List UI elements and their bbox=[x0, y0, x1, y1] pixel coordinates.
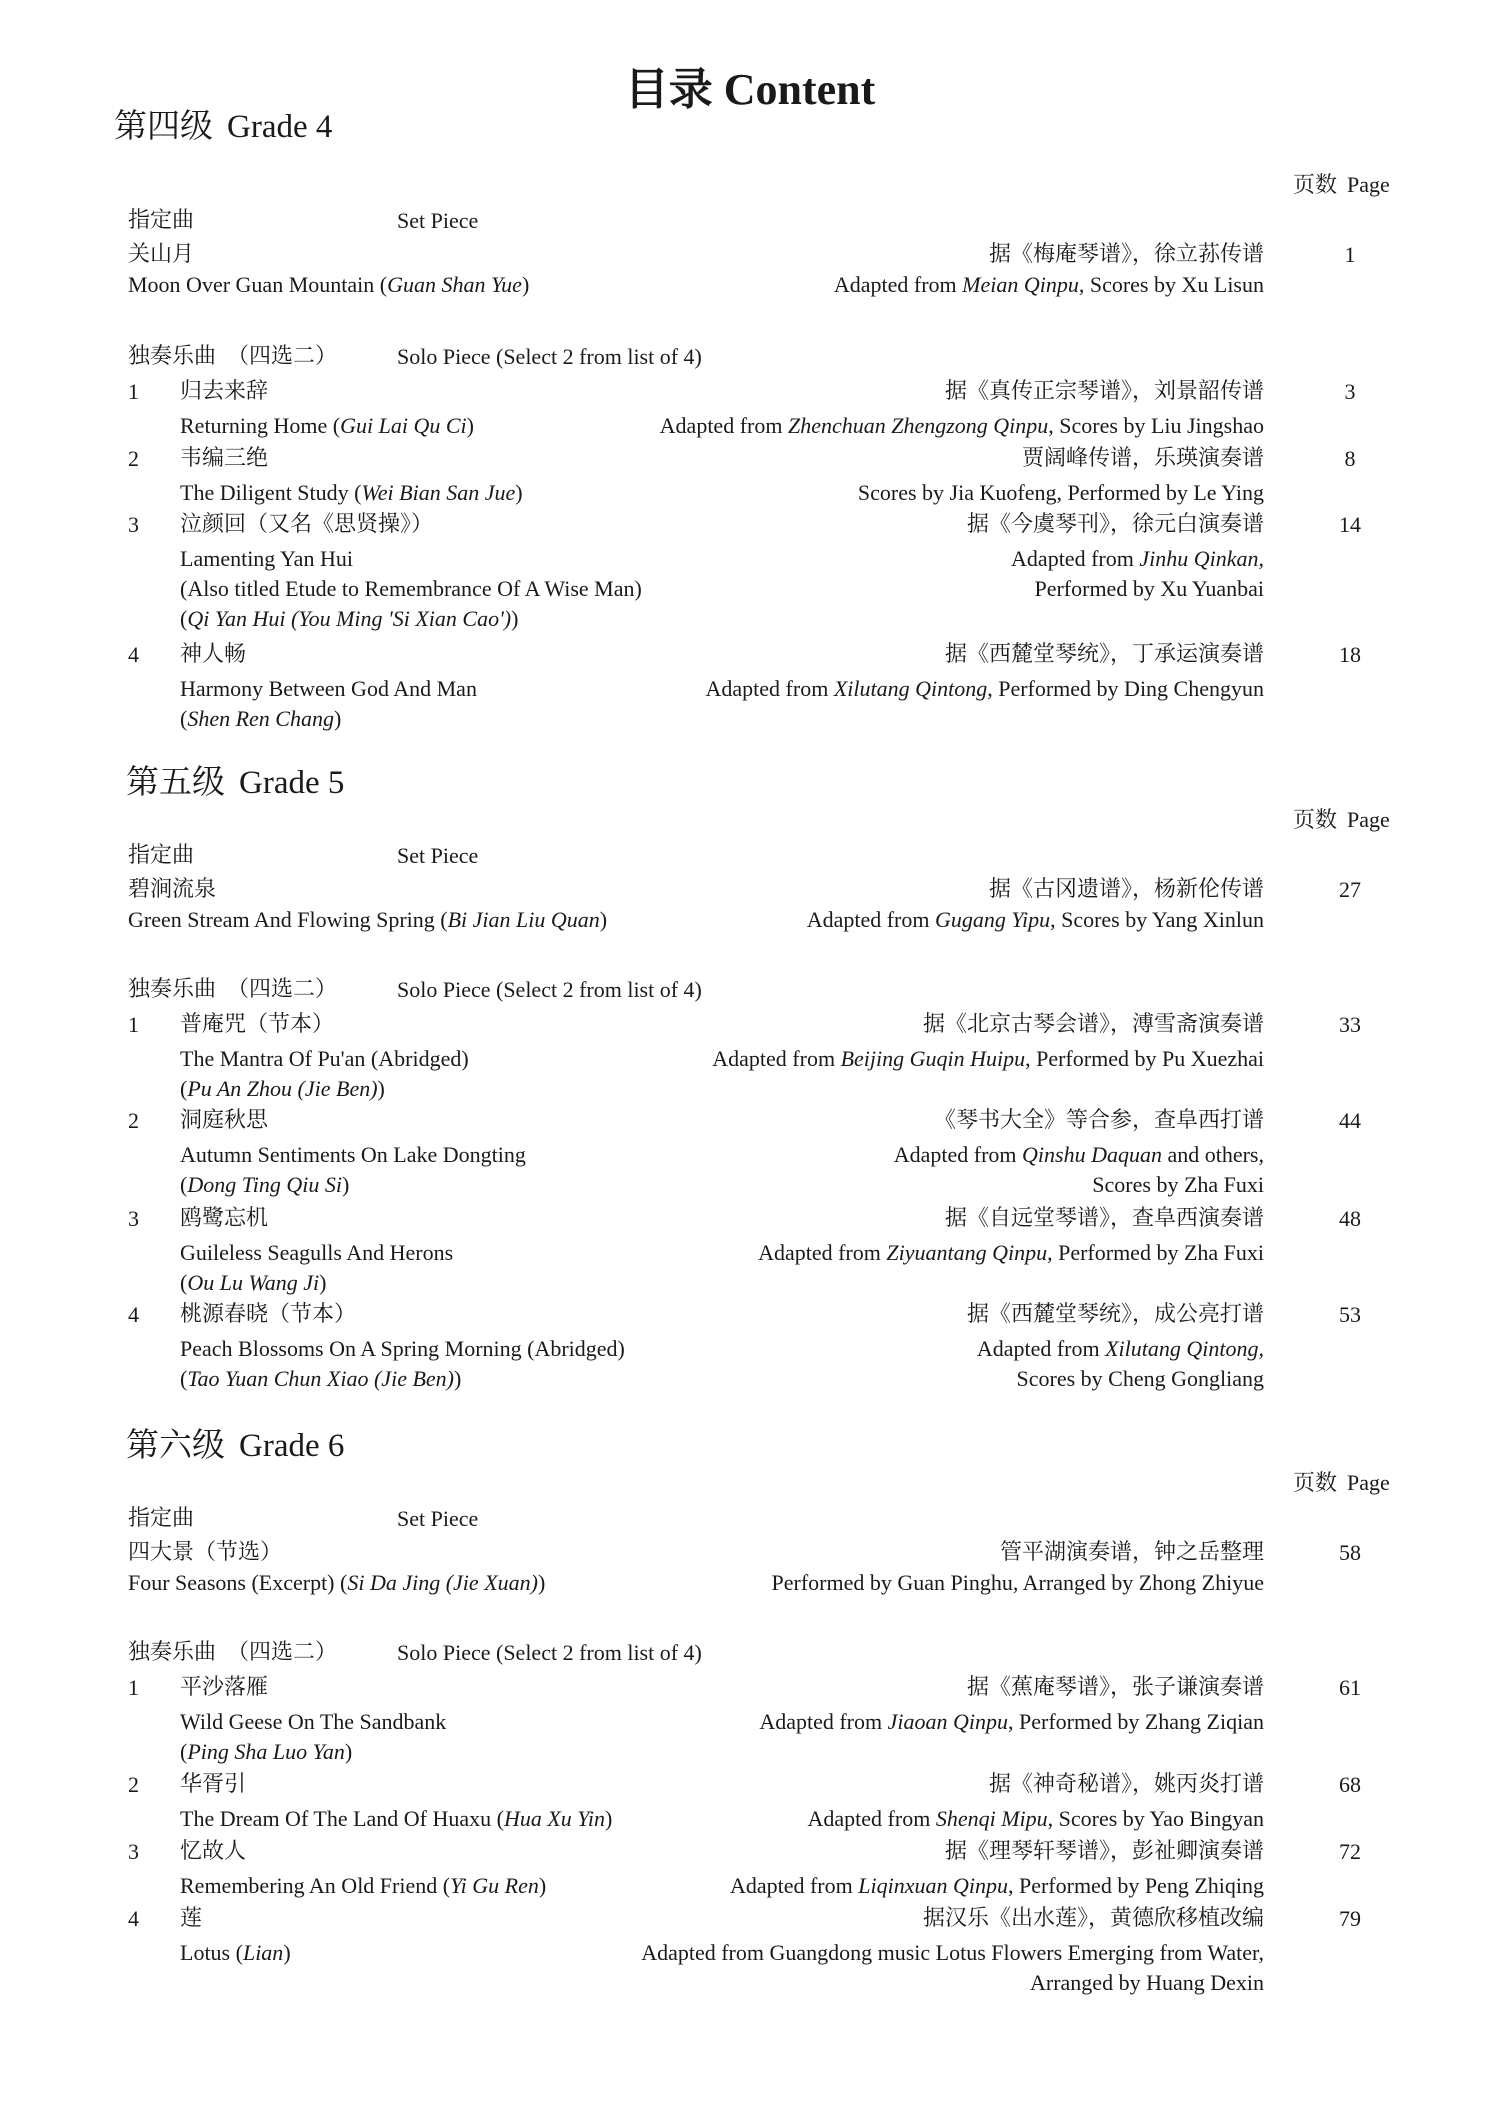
solo-source-text-end: , Performed by Zha Fuxi bbox=[1047, 1240, 1264, 1265]
set-piece-title-zh: 关山月 bbox=[128, 242, 195, 267]
solo-source-text: Adapted from bbox=[659, 413, 788, 438]
solo-source-text: Adapted from bbox=[759, 1709, 888, 1734]
set-piece-label-en: Set Piece bbox=[397, 843, 479, 868]
solo-source-zh: 据《西麓堂琴统》，丁承运演奏谱 bbox=[944, 642, 1264, 667]
solo-source-en bbox=[894, 1140, 1264, 1170]
solo-pinyin-text: ( bbox=[180, 1270, 188, 1295]
solo-source-text: Adapted from bbox=[729, 1873, 859, 1898]
solo-number: 4 bbox=[128, 1302, 139, 1327]
solo-source-text: Adapted from bbox=[705, 676, 834, 701]
solo-title-zh: 普庵咒（节本） bbox=[180, 1012, 335, 1037]
solo-source-text: Adapted from bbox=[807, 1806, 936, 1831]
solo-source-text-end: , Performed by Pu Xuezhai bbox=[1025, 1046, 1264, 1071]
solo-title-text-end: ) bbox=[466, 413, 474, 438]
page-column-header bbox=[1293, 805, 1390, 836]
page-label-en: Page bbox=[1347, 172, 1390, 197]
solo-label-zh: 独奏乐曲 （四选二） bbox=[128, 977, 338, 1002]
grade-heading bbox=[114, 104, 332, 149]
solo-title-zh: 神人畅 bbox=[180, 642, 247, 667]
page-column-header bbox=[1293, 170, 1390, 201]
solo-number: 2 bbox=[128, 1772, 139, 1797]
solo-source-en-2: Arranged by Huang Dexin bbox=[1030, 1970, 1264, 1995]
solo-title-en bbox=[180, 411, 474, 441]
grade-heading-zh: 第六级 bbox=[126, 1425, 225, 1464]
solo-source-en bbox=[712, 1044, 1264, 1074]
solo-pinyin-italic: Pu An Zhou (Jie Ben) bbox=[187, 1076, 378, 1101]
solo-source-zh: 据《理琴轩琴谱》，彭祉卿演奏谱 bbox=[944, 1839, 1264, 1864]
solo-title-en bbox=[180, 544, 353, 574]
set-title-italic: Bi Jian Liu Quan bbox=[447, 907, 600, 932]
solo-source-text: Scores by Jia Kuofeng, Performed by Le Ying bbox=[857, 480, 1264, 505]
solo-source-zh: 《琴书大全》等合参，查阜西打谱 bbox=[933, 1108, 1264, 1133]
solo-title-en bbox=[180, 1140, 526, 1170]
page-label-zh: 页数 bbox=[1293, 1471, 1338, 1496]
solo-pinyin-text: ( bbox=[180, 1739, 188, 1764]
solo-source-text: Adapted from bbox=[712, 1046, 841, 1071]
solo-source-en bbox=[641, 1938, 1264, 1968]
solo-pinyin-italic: Ping Sha Luo Yan bbox=[187, 1739, 345, 1764]
solo-source-en-2: Scores by Zha Fuxi bbox=[1092, 1172, 1264, 1197]
set-title-italic: Si Da Jing (Jie Xuan) bbox=[347, 1570, 538, 1595]
set-title-text-end: ) bbox=[599, 907, 608, 932]
solo-title-text: The Dream Of The Land Of Huaxu ( bbox=[180, 1806, 504, 1831]
solo-source-text: Adapted from bbox=[976, 1336, 1106, 1361]
set-title-text-end: ) bbox=[521, 272, 530, 297]
solo-source-en bbox=[706, 674, 1264, 704]
solo-source-italic: Shenqi Mipu bbox=[935, 1806, 1048, 1831]
solo-source-en bbox=[758, 1238, 1264, 1268]
solo-title-zh: 莲 bbox=[180, 1906, 203, 1931]
page-number: 72 bbox=[1339, 1839, 1361, 1864]
solo-title-zh: 韦编三绝 bbox=[180, 446, 269, 471]
solo-number: 3 bbox=[128, 1839, 139, 1864]
solo-title-text-end: ) bbox=[538, 1873, 547, 1898]
solo-source-italic: Zhenchuan Zhengzong Qinpu bbox=[787, 413, 1049, 438]
page-number: 79 bbox=[1339, 1906, 1361, 1931]
solo-source-italic: Xilutang Qintong bbox=[1105, 1336, 1259, 1361]
set-title-text: Moon Over Guan Mountain ( bbox=[128, 272, 388, 297]
solo-label-en: Solo Piece (Select 2 from list of 4) bbox=[397, 1640, 702, 1665]
solo-source-zh: 据《西麓堂琴统》，成公亮打谱 bbox=[966, 1302, 1264, 1327]
solo-title-zh: 华胥引 bbox=[180, 1772, 247, 1797]
solo-pinyin-text: ( bbox=[180, 706, 188, 731]
set-piece-source-zh: 据《梅庵琴谱》，徐立荪传谱 bbox=[988, 242, 1264, 267]
solo-source-en bbox=[660, 411, 1264, 441]
solo-title-en bbox=[180, 1238, 453, 1268]
solo-source-en-2: Performed by Xu Yuanbai bbox=[1034, 576, 1264, 601]
solo-source-en bbox=[977, 1334, 1264, 1364]
set-piece-title-zh: 四大景（节选） bbox=[128, 1540, 283, 1565]
page-number: 68 bbox=[1339, 1772, 1361, 1797]
set-piece-label-en: Set Piece bbox=[397, 208, 479, 233]
page-number: 14 bbox=[1339, 512, 1361, 537]
solo-pinyin-text-end: ) bbox=[341, 1172, 350, 1197]
page-number: 27 bbox=[1339, 877, 1361, 902]
page-number: 58 bbox=[1339, 1540, 1361, 1565]
page-number: 18 bbox=[1339, 642, 1361, 667]
page-label-zh: 页数 bbox=[1293, 173, 1338, 198]
solo-source-zh: 据《北京古琴会谱》，溥雪斋演奏谱 bbox=[922, 1012, 1264, 1037]
solo-title-italic: Lian bbox=[242, 1940, 284, 1965]
solo-title-text-end: ) bbox=[283, 1940, 291, 1965]
solo-title-text: Guileless Seagulls And Herons bbox=[180, 1240, 454, 1265]
set-piece-source-en bbox=[772, 1568, 1264, 1598]
solo-pinyin-italic: Qi Yan Hui (You Ming 'Si Xian Cao') bbox=[187, 606, 512, 631]
page-number: 61 bbox=[1339, 1675, 1361, 1700]
set-piece-title-en bbox=[128, 1568, 545, 1598]
solo-title-pinyin bbox=[180, 604, 518, 634]
solo-number: 1 bbox=[128, 1012, 139, 1037]
solo-pinyin-text-end: ) bbox=[453, 1366, 462, 1391]
title-en: Content bbox=[723, 65, 876, 114]
solo-title-text: Lamenting Yan Hui bbox=[180, 546, 353, 571]
solo-title-pinyin bbox=[180, 1268, 326, 1298]
solo-title-pinyin bbox=[180, 1074, 385, 1104]
solo-number: 1 bbox=[128, 1675, 139, 1700]
solo-pinyin-text-end: ) bbox=[377, 1076, 385, 1101]
solo-source-text-end: , Performed by Zhang Ziqian bbox=[1008, 1709, 1264, 1734]
solo-source-italic: Jiaoan Qinpu bbox=[887, 1709, 1008, 1734]
set-piece-title-zh: 碧涧流泉 bbox=[128, 877, 217, 902]
set-piece-label-en: Set Piece bbox=[397, 1506, 479, 1531]
solo-title-en bbox=[180, 1334, 625, 1364]
solo-number: 2 bbox=[128, 446, 139, 471]
solo-source-italic: Xilutang Qintong bbox=[833, 676, 988, 701]
page-number: 44 bbox=[1339, 1108, 1361, 1133]
solo-title-text: The Diligent Study ( bbox=[180, 480, 362, 505]
grade-heading-zh: 第四级 bbox=[114, 106, 213, 145]
grade-heading-en: Grade 5 bbox=[239, 765, 345, 801]
solo-pinyin-italic: Dong Ting Qiu Si bbox=[187, 1172, 342, 1197]
solo-label-en: Solo Piece (Select 2 from list of 4) bbox=[397, 344, 702, 369]
solo-source-text: Adapted from bbox=[1011, 546, 1140, 571]
solo-pinyin-text-end: ) bbox=[319, 1270, 327, 1295]
solo-source-italic: Liqinxuan Qinpu bbox=[858, 1873, 1008, 1898]
solo-source-zh: 据《蕉庵琴谱》，张子谦演奏谱 bbox=[966, 1675, 1264, 1700]
solo-number: 4 bbox=[128, 642, 139, 667]
set-title-text: Green Stream And Flowing Spring ( bbox=[128, 907, 448, 932]
set-piece-source-zh: 管平湖演奏谱，钟之岳整理 bbox=[999, 1540, 1264, 1565]
solo-source-zh: 据《今虞琴刊》，徐元白演奏谱 bbox=[966, 512, 1264, 537]
grade-heading-zh: 第五级 bbox=[126, 762, 225, 801]
solo-source-en bbox=[730, 1871, 1264, 1901]
solo-pinyin-text: ( bbox=[180, 606, 188, 631]
page-label-zh: 页数 bbox=[1293, 808, 1338, 833]
solo-source-text: Adapted from Guangdong music Lotus Flowers Emerging from Water, bbox=[641, 1940, 1264, 1965]
solo-title-en bbox=[180, 1707, 446, 1737]
solo-title-text: The Mantra Of Pu'an (Abridged) bbox=[180, 1046, 469, 1071]
solo-title-text: Lotus ( bbox=[180, 1940, 243, 1965]
solo-source-en bbox=[759, 1707, 1264, 1737]
set-piece-source-en bbox=[807, 905, 1264, 935]
solo-title-zh: 鸥鹭忘机 bbox=[180, 1206, 269, 1231]
solo-source-text: Adapted from bbox=[758, 1240, 887, 1265]
solo-title-italic: Yi Gu Ren bbox=[450, 1873, 539, 1898]
set-source-italic: Gugang Yipu bbox=[934, 907, 1051, 932]
page-number: 53 bbox=[1339, 1302, 1361, 1327]
grade-heading bbox=[126, 1423, 344, 1468]
solo-pinyin-text: ( bbox=[180, 1172, 188, 1197]
solo-title-zh: 泣颜回（又名《思贤操》） bbox=[180, 512, 434, 537]
solo-title-text: Autumn Sentiments On Lake Dongting bbox=[180, 1142, 526, 1167]
solo-label-en: Solo Piece (Select 2 from list of 4) bbox=[397, 977, 702, 1002]
solo-number: 1 bbox=[128, 379, 139, 404]
solo-title-en bbox=[180, 674, 477, 704]
solo-title-zh: 洞庭秋思 bbox=[180, 1108, 269, 1133]
solo-title-text-end: ) bbox=[515, 480, 523, 505]
solo-label-zh: 独奏乐曲 （四选二） bbox=[128, 1640, 338, 1665]
solo-source-text-end: , bbox=[1258, 546, 1264, 571]
solo-title-pinyin bbox=[180, 1364, 461, 1394]
solo-title-italic: Wei Bian San Jue bbox=[361, 480, 516, 505]
solo-source-en bbox=[858, 478, 1264, 508]
solo-title-en bbox=[180, 1804, 612, 1834]
solo-pinyin-italic: Shen Ren Chang bbox=[187, 706, 334, 731]
set-title-text: Four Seasons (Excerpt) ( bbox=[128, 1570, 348, 1595]
page-number: 8 bbox=[1344, 446, 1356, 471]
set-source-text: Adapted from bbox=[833, 272, 963, 297]
solo-source-text-end: and others, bbox=[1161, 1142, 1264, 1167]
set-source-text-end: , Scores by Xu Lisun bbox=[1078, 272, 1264, 297]
solo-title-en bbox=[180, 478, 523, 508]
set-source-text-end: , Scores by Yang Xinlun bbox=[1050, 907, 1264, 932]
set-title-italic: Guan Shan Yue bbox=[387, 272, 522, 297]
grade-heading-en: Grade 4 bbox=[227, 109, 333, 145]
solo-title-pinyin bbox=[180, 1170, 349, 1200]
solo-pinyin-text: ( bbox=[180, 1366, 188, 1391]
solo-title-italic: Gui Lai Qu Ci bbox=[340, 413, 467, 438]
solo-source-text: Adapted from bbox=[893, 1142, 1023, 1167]
solo-title-pinyin bbox=[180, 1737, 352, 1767]
solo-title-en bbox=[180, 1044, 469, 1074]
set-piece-label-zh: 指定曲 bbox=[128, 843, 195, 868]
solo-source-italic: Jinhu Qinkan bbox=[1139, 546, 1259, 571]
solo-pinyin-text-end: ) bbox=[344, 1739, 353, 1764]
grade-heading bbox=[126, 760, 344, 805]
solo-source-en-2: Scores by Cheng Gongliang bbox=[1016, 1366, 1264, 1391]
solo-pinyin-italic: Ou Lu Wang Ji bbox=[187, 1270, 320, 1295]
solo-pinyin-text-end: ) bbox=[511, 606, 519, 631]
set-piece-label-zh: 指定曲 bbox=[128, 208, 195, 233]
solo-source-text-end: , Scores by Yao Bingyan bbox=[1047, 1806, 1264, 1831]
solo-source-zh: 据汉乐《出水莲》，黄德欣移植改编 bbox=[922, 1906, 1264, 1931]
solo-title-zh: 归去来辞 bbox=[180, 379, 269, 404]
solo-source-text-end: , Scores by Liu Jingshao bbox=[1048, 413, 1264, 438]
page-number: 48 bbox=[1339, 1206, 1361, 1231]
set-source-italic: Meian Qinpu bbox=[962, 272, 1079, 297]
set-piece-source-zh: 据《古冈遗谱》，杨新伦传谱 bbox=[988, 877, 1264, 902]
solo-title-text: Remembering An Old Friend ( bbox=[180, 1873, 451, 1898]
solo-source-text-end: , bbox=[1258, 1336, 1264, 1361]
set-title-text-end: ) bbox=[537, 1570, 546, 1595]
solo-title-en bbox=[180, 1871, 546, 1901]
page-number: 1 bbox=[1344, 242, 1356, 267]
solo-source-italic: Beijing Guqin Huipu bbox=[840, 1046, 1026, 1071]
solo-title-text: Harmony Between God And Man bbox=[180, 676, 477, 701]
solo-number: 3 bbox=[128, 1206, 139, 1231]
solo-number: 2 bbox=[128, 1108, 139, 1133]
set-piece-label-zh: 指定曲 bbox=[128, 1506, 195, 1531]
solo-title-zh: 平沙落雁 bbox=[180, 1675, 269, 1700]
solo-title-text: Peach Blossoms On A Spring Morning (Abridged) bbox=[180, 1336, 625, 1361]
page-column-header bbox=[1293, 1468, 1390, 1499]
solo-title-zh: 忆故人 bbox=[180, 1839, 247, 1864]
solo-pinyin-text-end: ) bbox=[333, 706, 342, 731]
set-source-text: Performed by Guan Pinghu, Arranged by Zhong Zhiyue bbox=[771, 1570, 1264, 1595]
solo-title-text-end: ) bbox=[605, 1806, 613, 1831]
solo-number: 4 bbox=[128, 1906, 139, 1931]
page-label-en: Page bbox=[1347, 807, 1390, 832]
set-piece-title-en bbox=[128, 270, 529, 300]
set-piece-title-en bbox=[128, 905, 607, 935]
page-number: 33 bbox=[1339, 1012, 1361, 1037]
solo-pinyin-italic: Tao Yuan Chun Xiao (Jie Ben) bbox=[187, 1366, 454, 1391]
solo-title-pinyin bbox=[180, 704, 341, 734]
solo-label-zh: 独奏乐曲 （四选二） bbox=[128, 344, 338, 369]
solo-title-text: Wild Geese On The Sandbank bbox=[180, 1709, 447, 1734]
page-number: 3 bbox=[1344, 379, 1356, 404]
solo-source-zh: 据《神奇秘谱》，姚丙炎打谱 bbox=[988, 1772, 1264, 1797]
solo-title-text: Returning Home ( bbox=[180, 413, 341, 438]
title-zh: 目录 bbox=[624, 64, 713, 115]
grade-heading-en: Grade 6 bbox=[239, 1428, 345, 1464]
solo-number: 3 bbox=[128, 512, 139, 537]
solo-source-text-end: , Performed by Ding Chengyun bbox=[987, 676, 1264, 701]
solo-title-italic: Hua Xu Yin bbox=[503, 1806, 606, 1831]
solo-source-en bbox=[1011, 544, 1264, 574]
solo-title-zh: 桃源春晓（节本） bbox=[180, 1302, 357, 1327]
solo-source-italic: Qinshu Daquan bbox=[1022, 1142, 1162, 1167]
page-label-en: Page bbox=[1347, 1470, 1390, 1495]
solo-source-zh: 贾阔峰传谱，乐瑛演奏谱 bbox=[1021, 446, 1264, 471]
solo-pinyin-text: ( bbox=[180, 1076, 188, 1101]
solo-source-zh: 据《真传正宗琴谱》，刘景韶传谱 bbox=[944, 379, 1264, 404]
solo-source-text-end: , Performed by Peng Zhiqing bbox=[1007, 1873, 1264, 1898]
solo-source-italic: Ziyuantang Qinpu bbox=[886, 1240, 1048, 1265]
solo-title-en bbox=[180, 1938, 291, 1968]
solo-source-en bbox=[808, 1804, 1264, 1834]
solo-source-zh: 据《自远堂琴谱》，查阜西演奏谱 bbox=[944, 1206, 1264, 1231]
solo-title-en-alt: (Also titled Etude to Remembrance Of A Wise Man) bbox=[180, 576, 642, 601]
set-piece-source-en bbox=[834, 270, 1264, 300]
set-source-text: Adapted from bbox=[806, 907, 935, 932]
